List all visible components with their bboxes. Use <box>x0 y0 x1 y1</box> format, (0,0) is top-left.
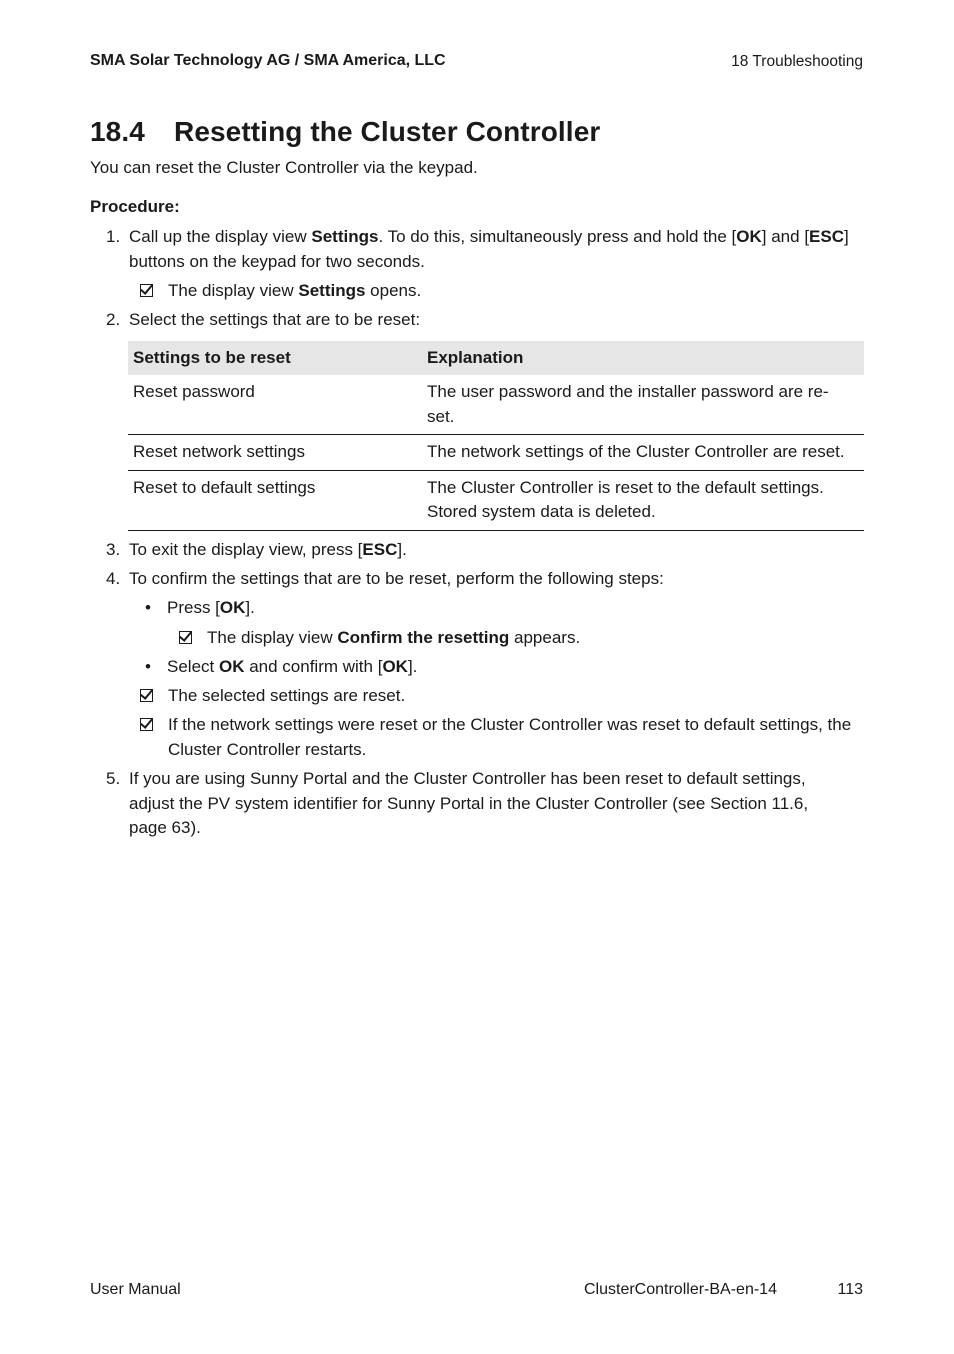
step-1-result <box>140 279 860 304</box>
checkbox-checked-icon <box>140 284 153 297</box>
settings-table <box>128 341 864 531</box>
result-text: The display view Settings opens. <box>168 281 422 300</box>
step-4-bullet-1-result <box>179 626 859 651</box>
step-number: 4. <box>106 569 121 588</box>
checkbox-checked-icon <box>140 718 153 731</box>
footer-doc-id: ClusterController-BA-en-14 <box>584 1281 777 1298</box>
step-3 <box>106 538 866 563</box>
table-cell: The Cluster Controller is reset to the default settings. Stored system data is deleted. <box>422 470 864 530</box>
section-intro: You can reset the Cluster Controller via the keypad. <box>90 158 478 177</box>
step-1 <box>106 225 866 274</box>
table-cell: Reset password <box>128 375 422 435</box>
bullet-text: Select OK and confirm with [OK]. <box>167 657 418 676</box>
step-number: 3. <box>106 540 121 559</box>
step-text: Select the settings that are to be reset: <box>129 310 421 329</box>
table-cell: The user password and the installer password are re-set. <box>422 375 864 435</box>
bullet-icon: • <box>145 598 151 617</box>
header-company: SMA Solar Technology AG / SMA America, LLC <box>90 52 446 69</box>
table-header-cell: Explanation <box>422 341 864 375</box>
step-text: To confirm the settings that are to be reset, perform the following steps: <box>129 569 664 588</box>
header-chapter: 18 Troubleshooting <box>731 53 863 70</box>
table-row <box>128 435 864 471</box>
procedure-label: Procedure: <box>90 197 180 216</box>
step-text: Call up the display view Settings. To do this, simultaneously press and hold the [OK] and [ESC] buttons on the keypad for two seconds. <box>129 227 849 271</box>
footer-manual-label: User Manual <box>90 1281 181 1298</box>
section-title-text: Resetting the Cluster Controller <box>174 116 601 147</box>
step-2 <box>106 308 866 333</box>
table-cell: The network settings of the Cluster Controller are reset. <box>422 435 864 471</box>
table-header-cell: Settings to be reset <box>128 341 422 375</box>
step-4-result-1 <box>140 684 864 709</box>
step-4 <box>106 567 866 592</box>
result-text: The display view Confirm the resetting appears. <box>207 628 581 647</box>
section-title <box>90 116 600 148</box>
result-text: The selected settings are reset. <box>168 686 406 705</box>
step-text: To exit the display view, press [ESC]. <box>129 540 407 559</box>
checkbox-checked-icon <box>140 689 153 702</box>
step-number: 2. <box>106 310 121 329</box>
section-number: 18.4 <box>90 116 145 147</box>
table-cell: Reset to default settings <box>128 470 422 530</box>
step-4-bullet-2 <box>145 655 845 680</box>
bullet-icon: • <box>145 657 151 676</box>
step-number: 5. <box>106 769 121 788</box>
step-4-result-2 <box>140 713 864 762</box>
bullet-text: Press [OK]. <box>167 598 255 617</box>
step-number: 1. <box>106 227 121 246</box>
step-text: If you are using Sunny Portal and the Cluster Controller has been reset to default settings, adjust the PV system identifier for Sunny Portal in the Cluster Controller (see Section 11.6, page 63). <box>129 769 809 837</box>
table-header-row <box>128 341 864 375</box>
table-cell: Reset network settings <box>128 435 422 471</box>
footer-page-number: 113 <box>837 1281 863 1298</box>
step-4-bullet-1 <box>145 596 845 621</box>
checkbox-checked-icon <box>179 631 192 644</box>
step-5 <box>106 767 841 841</box>
table-row <box>128 375 864 435</box>
table-row <box>128 470 864 530</box>
result-text: If the network settings were reset or the Cluster Controller was reset to default settings, the Cluster Controller restarts. <box>168 715 852 759</box>
